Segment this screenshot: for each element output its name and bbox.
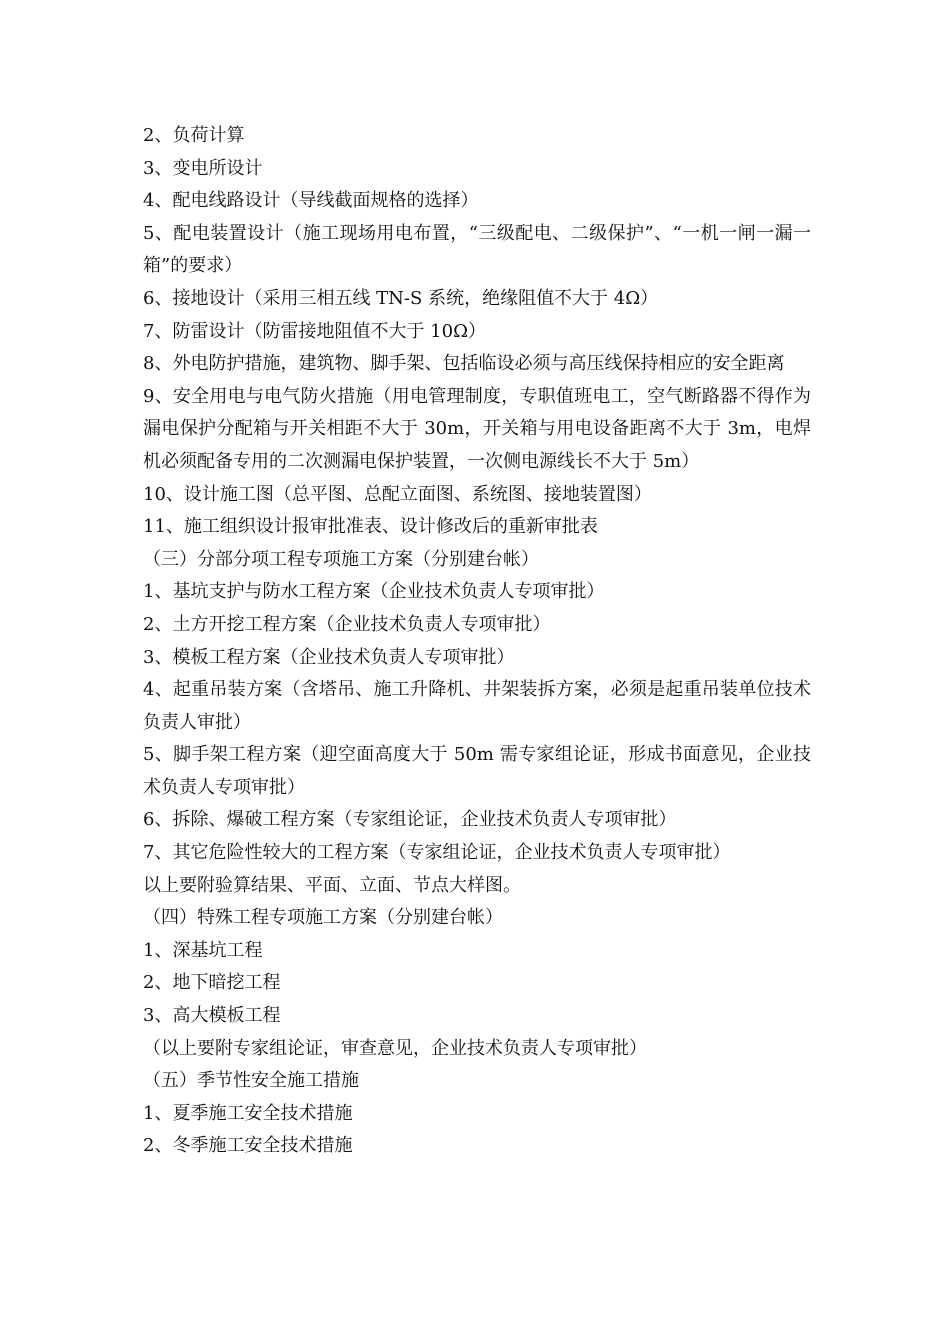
- list-item: 7、其它危险性较大的工程方案（专家组论证，企业技术负责人专项审批）: [143, 842, 731, 864]
- list-item: 6、拆除、爆破工程方案（专家组论证，企业技术负责人专项审批）: [143, 809, 677, 831]
- list-item: 5、脚手架工程方案（迎空面高度大于 50m 需专家组论证，形成书面意见，企业技术负责人专项审批）: [143, 744, 811, 798]
- document-body: [143, 120, 811, 1163]
- list-item: 11、施工组织设计报审批准表、设计修改后的重新审批表: [143, 516, 598, 538]
- note-text: （以上要附专家组论证，审查意见，企业技术负责人专项审批）: [143, 1037, 647, 1059]
- list-item: 6、接地设计（采用三相五线 TN-S 系统，绝缘阻值不大于 4Ω）: [143, 287, 659, 309]
- note-text: 以上要附验算结果、平面、立面、节点大样图。: [143, 874, 521, 896]
- section-heading: （四）特殊工程专项施工方案（分别建台帐）: [143, 907, 503, 929]
- list-item: 1、深基坑工程: [143, 939, 263, 961]
- list-item: 2、地下暗挖工程: [143, 972, 281, 994]
- list-item: 4、起重吊装方案（含塔吊、施工升降机、井架装拆方案，必须是起重吊装单位技术负责人审批）: [143, 679, 811, 733]
- list-item: 10、设计施工图（总平图、总配立面图、系统图、接地装置图）: [143, 483, 652, 505]
- list-item: 7、防雷设计（防雷接地阻值不大于 10Ω）: [143, 320, 487, 342]
- section-heading: （五）季节性安全施工措施: [143, 1070, 359, 1092]
- list-item: 9、安全用电与电气防火措施（用电管理制度，专职值班电工，空气断路器不得作为漏电保护分配箱与开关相距不大于 30m，开关箱与用电设备距离不大于 3m，电焊机必须配备专用的二次测漏电保护装置，一次侧电源线长不大于 5m）: [143, 385, 811, 472]
- list-item: 3、模板工程方案（企业技术负责人专项审批）: [143, 646, 515, 668]
- list-item: 2、土方开挖工程方案（企业技术负责人专项审批）: [143, 613, 551, 635]
- list-item: 2、负荷计算: [143, 125, 245, 146]
- list-item: 1、夏季施工安全技术措施: [143, 1102, 353, 1124]
- list-item: 3、高大模板工程: [143, 1005, 281, 1027]
- list-item: 8、外电防护措施，建筑物、脚手架、包括临设必须与高压线保持相应的安全距离: [143, 353, 785, 375]
- section-heading: （三）分部分项工程专项施工方案（分别建台帐）: [143, 548, 539, 570]
- list-item: 3、变电所设计: [143, 157, 263, 179]
- list-item: 4、配电线路设计（导线截面规格的选择）: [143, 190, 479, 212]
- list-item: 5、配电装置设计（施工现场用电布置，“三级配电、二级保护”、“一机一闸一漏一箱”的要求）: [143, 222, 811, 277]
- list-item: 2、冬季施工安全技术措施: [143, 1135, 353, 1157]
- list-item: 1、基坑支护与防水工程方案（企业技术负责人专项审批）: [143, 581, 605, 603]
